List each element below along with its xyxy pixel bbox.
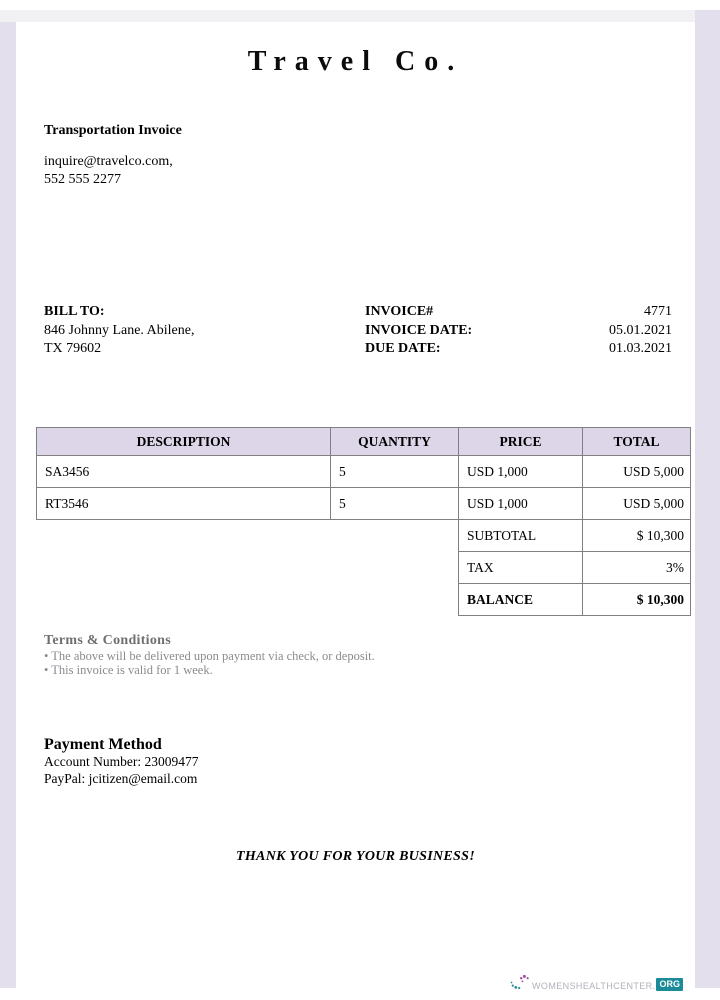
bill-to-address-line1: 846 Johnny Lane. Abilene, [44,322,195,338]
col-header-price: PRICE [459,428,583,456]
totals-summary-table [458,519,691,616]
payment-method-block [44,736,198,787]
watermark-org-badge: ORG [656,978,683,991]
cell-quantity: 5 [331,456,459,488]
invoice-number-row [365,303,672,322]
invoice-number-value: 4771 [644,304,672,319]
balance-row [459,584,691,616]
terms-heading: Terms & Conditions [44,633,172,648]
invoice-meta-block [365,303,672,359]
document-title: Transportation Invoice [44,123,182,138]
tax-row [459,552,691,584]
cell-quantity: 5 [331,488,459,520]
browser-grey-bar [0,10,695,22]
tax-label: TAX [459,552,583,584]
invoice-date-label: INVOICE DATE: [365,322,473,338]
subtotal-label: SUBTOTAL [459,520,583,552]
col-header-quantity: QUANTITY [331,428,459,456]
payment-method-heading: Payment Method [44,736,162,753]
balance-value: $ 10,300 [583,584,691,616]
invoice-date-row [365,322,672,341]
terms-item: • This invoice is valid for 1 week. [44,663,213,677]
invoice-date-value: 05.01.2021 [609,322,672,338]
company-name: Travel Co. [247,46,464,77]
cell-price: USD 1,000 [459,488,583,520]
terms-item: • The above will be delivered upon payment via check, or deposit. [44,649,375,663]
watermark [510,972,683,991]
table-row [37,456,691,488]
tax-value: 3% [583,552,691,584]
left-margin-strip [0,22,16,988]
contact-block [44,153,173,189]
due-date-value: 01.03.2021 [609,341,672,356]
bill-to-label: BILL TO: [44,304,105,319]
bill-to-block [44,303,194,359]
womenshealthcenter-dots-icon [510,972,530,990]
cell-description: SA3456 [37,456,331,488]
col-header-description: DESCRIPTION [37,428,331,456]
cell-price: USD 1,000 [459,456,583,488]
cell-total: USD 5,000 [583,456,691,488]
subtotal-row [459,520,691,552]
watermark-site-text: WOMENSHEALTHCENTER. [532,981,656,991]
due-date-label: DUE DATE: [365,341,441,356]
subtotal-value: $ 10,300 [583,520,691,552]
cell-total: USD 5,000 [583,488,691,520]
paypal-line: PayPal: jcitizen@email.com [44,770,198,786]
contact-email: inquire@travelco.com, [44,154,173,169]
contact-phone: 552 555 2277 [44,172,121,187]
table-header-row [37,428,691,456]
right-margin-strip [695,10,720,988]
cell-description: RT3546 [37,488,331,520]
thank-you-note: THANK YOU FOR YOUR BUSINESS! [236,849,475,864]
invoice-document [16,22,695,991]
col-header-total: TOTAL [583,428,691,456]
table-row [37,488,691,520]
balance-label: BALANCE [459,584,583,616]
line-items-table [36,427,691,520]
invoice-number-label: INVOICE# [365,304,434,319]
terms-block [44,633,375,677]
account-number-line: Account Number: 23009477 [44,754,199,769]
due-date-row [365,340,672,359]
bill-to-address-line2: TX 79602 [44,341,102,356]
